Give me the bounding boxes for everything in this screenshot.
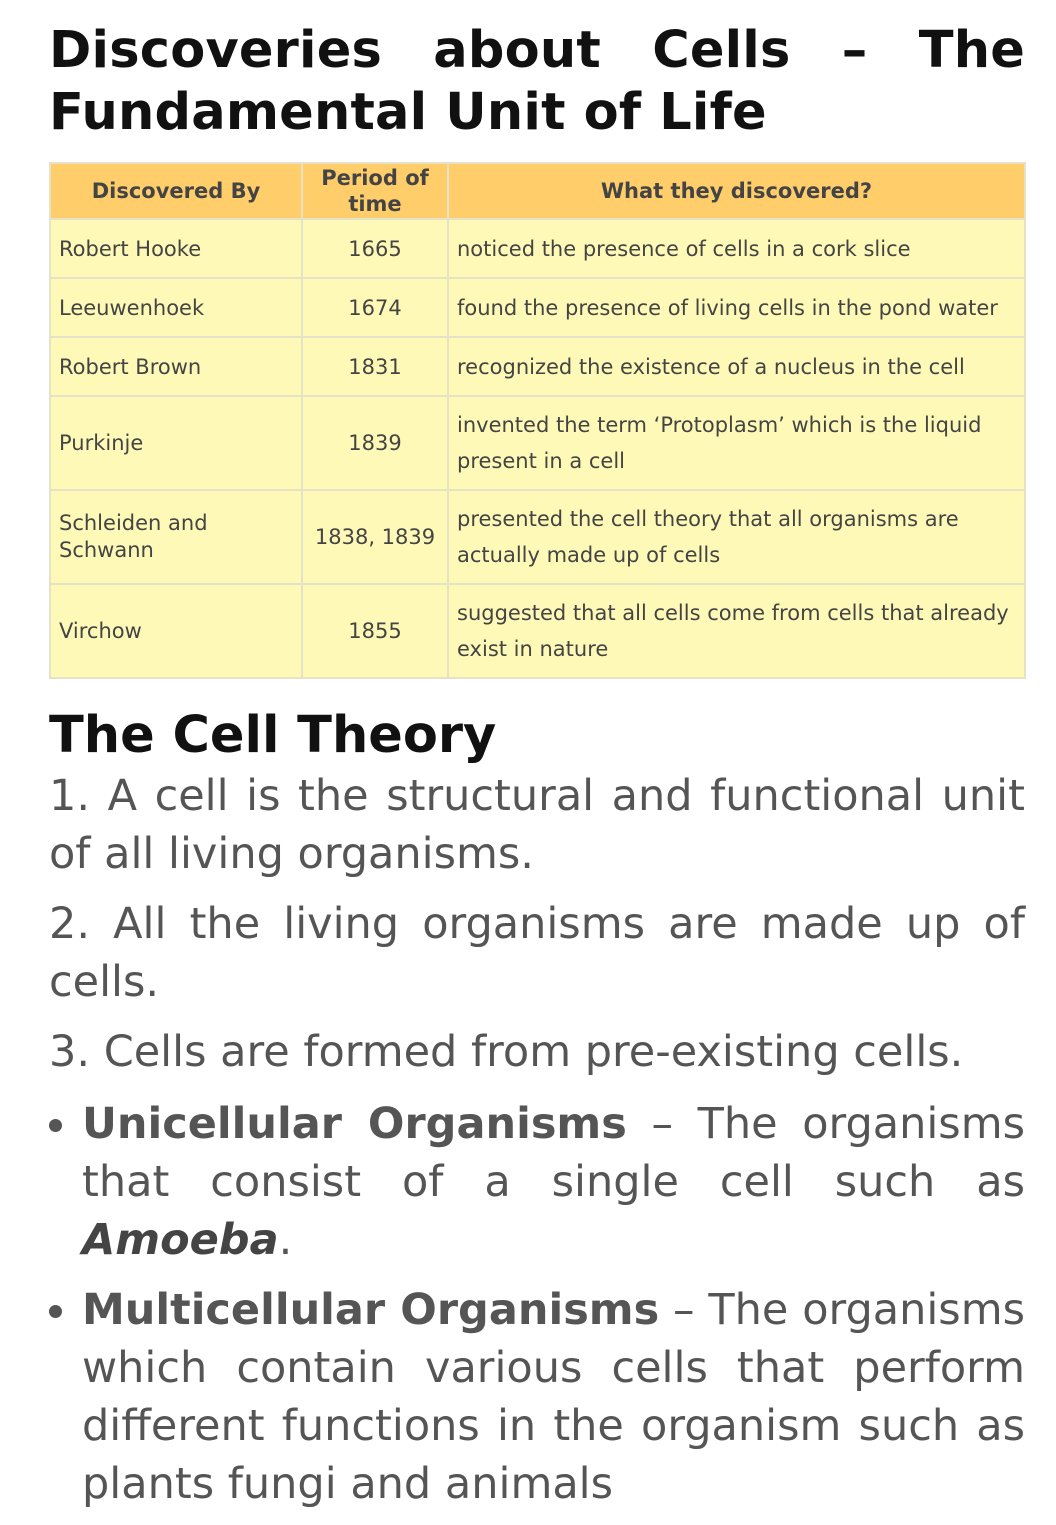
table-row [50, 219, 1025, 278]
discovery-cell: found the presence of living cells in the pond water [448, 278, 1025, 337]
list-item-multicellular [49, 1281, 1025, 1513]
discoverer-cell: Leeuwenhoek [50, 278, 302, 337]
table-row [50, 337, 1025, 396]
period-cell: 1674 [302, 278, 448, 337]
page-title: Discoveries about Cells – The Fundamental Unit of Life [49, 21, 1025, 142]
page-content [49, 0, 1025, 1525]
header-discovery: What they discovered? [448, 163, 1025, 219]
cell-theory-point: 2. All the living organisms are made up of cells. [49, 899, 1025, 1007]
discoverer-cell: Robert Hooke [50, 219, 302, 278]
period-cell: 1838, 1839 [302, 490, 448, 584]
term-label: Multicellular Organisms [82, 1285, 660, 1335]
discovery-cell: noticed the presence of cells in a cork slice [448, 219, 1025, 278]
table-row [50, 490, 1025, 584]
cell-theory-list [49, 767, 1025, 1081]
term-label: Unicellular Organisms [82, 1099, 627, 1149]
organism-types-list [49, 1095, 1025, 1513]
term-description: – The organisms that consist of a single cell such as [82, 1099, 1025, 1207]
discovery-cell: invented the term ‘Protoplasm’ which is the liquid present in a cell [448, 396, 1025, 490]
table-row [50, 584, 1025, 678]
period-cell: 1839 [302, 396, 448, 490]
discovery-cell: presented the cell theory that all organisms are actually made up of cells [448, 490, 1025, 584]
cell-theory-heading: The Cell Theory [49, 706, 497, 765]
list-item-unicellular [49, 1095, 1025, 1269]
discovery-cell: suggested that all cells come from cells that already exist in nature [448, 584, 1025, 678]
table-row [50, 396, 1025, 490]
term-description: – The organisms which contain various cells that perform different functions in the organism such as plants fungi and animals [82, 1285, 1026, 1509]
discoverer-cell: Schleiden and Schwann [50, 490, 302, 584]
bullet-icon [49, 1305, 62, 1318]
bullet-icon [49, 1119, 62, 1132]
header-discovered-by: Discovered By [50, 163, 302, 219]
discovery-cell: recognized the existence of a nucleus in the cell [448, 337, 1025, 396]
term-tail: . [278, 1215, 293, 1265]
period-cell: 1665 [302, 219, 448, 278]
header-period: Period of time [302, 163, 448, 219]
period-cell: 1831 [302, 337, 448, 396]
cell-theory-point: 1. A cell is the structural and functional unit of all living organisms. [49, 771, 1025, 879]
period-cell: 1855 [302, 584, 448, 678]
example-text: Amoeba [82, 1215, 279, 1265]
discoverer-cell: Purkinje [50, 396, 302, 490]
cell-theory-point: 3. Cells are formed from pre-existing cells. [49, 1027, 964, 1077]
table-row [50, 278, 1025, 337]
discoveries-table [49, 162, 1026, 679]
discoverer-cell: Virchow [50, 584, 302, 678]
discoverer-cell: Robert Brown [50, 337, 302, 396]
table-header-row [50, 163, 1025, 219]
